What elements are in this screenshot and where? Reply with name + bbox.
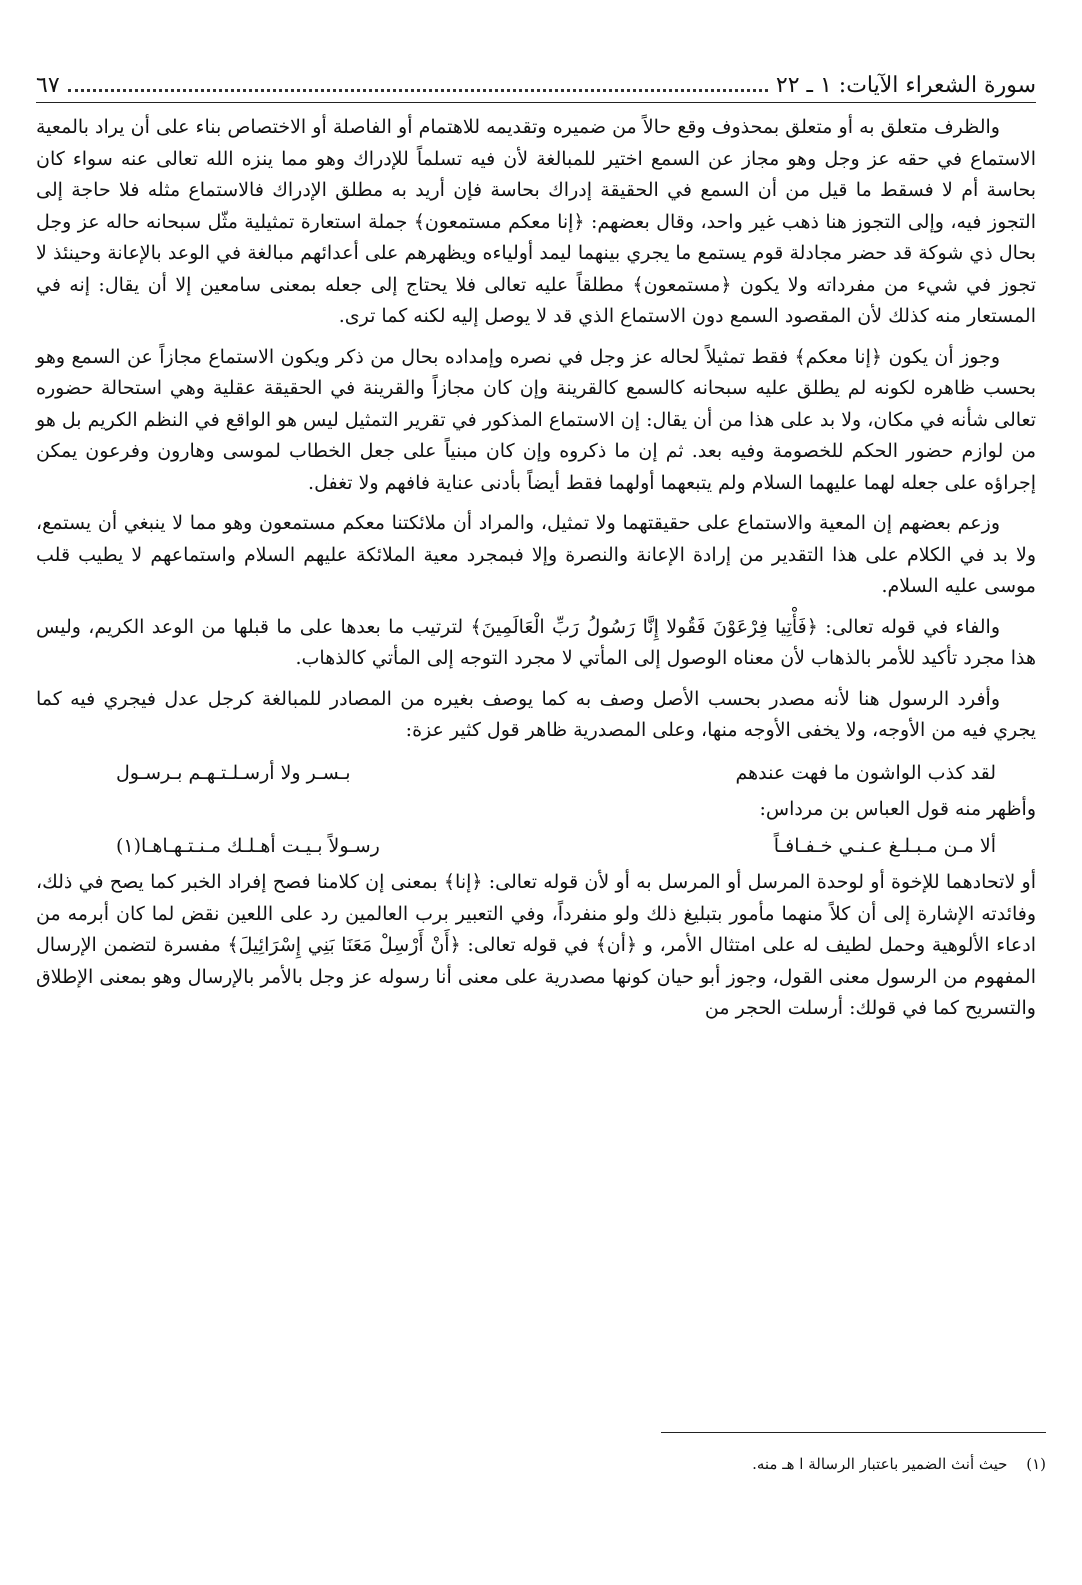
paragraph-final: أو لاتحادهما للإخوة أو لوحدة المرسل أو المرسل به أو لأن قوله تعالى: ﴿إنا﴾ بمعنى إن كلامنا فصح إفراد الخبر كما يصح في ذلك، وفائدته الإشارة إلى أن كلاً منهما مأمور بتبليغ ذلك ولو منفرداً، وفي التعبير برب العالمين رد على اللعين نقض لما كان أبرمه من ادعاء الألوهية وحمل لطيف له على امتثال الأمر، و ﴿أن﴾ في قوله تعالى: ﴿أَنْ أَرْسِلْ مَعَنَا بَنِي إِسْرَائِيلَ﴾ مفسرة لتضمن الإرسال المفهوم من الرسول معنى القول، وجوز أبو حيان كونها مصدرية على معنى أنا رسوله عز وجل بالأمر بالإرسال وهو بمعنى الإطلاق والتسريح كما في قولك: أرسلت الحجر من bbox=[36, 871, 1036, 1019]
poetry-verse-2 bbox=[36, 829, 1036, 863]
footnote-divider bbox=[661, 1432, 1046, 1433]
verse-2-second-hemistich: رسـولاً بـيـت أهـلـك مـنـتـهـاهـا(١) bbox=[116, 835, 380, 857]
paragraph-5: وأفرد الرسول هنا لأنه مصدر بحسب الأصل وصف به كما يوصف بغيره من المصادر للمبالغة كرجل عدل فيجري فيه كما يجري فيه من الأوجه، ولا يخفى الأوجه منها، وعلى المصدرية ظاهر قول كثير عزة: bbox=[36, 687, 1036, 741]
verse-1-second-hemistich: بـسـر ولا أرسـلـتـهـم بـرسـول bbox=[116, 761, 351, 784]
footnote bbox=[346, 1452, 1046, 1476]
paragraph-1: والظرف متعلق به أو متعلق بمحذوف وقع حالاً من ضميره وتقديمه للاهتمام أو الفاصلة أو الاختصاص بناء على أن يراد بالمعية الاستماع في حقه عز وجل وهو مجاز عن السمع اختير للمبالغة لأن فيه تسلماً للإدراك وهو مما ينزه الله تعالى عنه سواء كان بحاسة أم لا فسقط ما قيل من أن السمع في الحقيقة إدراك بحاسة فإن أريد به مطلق الإدراك فالاستماع مثله فلا حاجة إلى التجوز فيه، وإلى التجوز هنا ذهب غير واحد، وقال بعضهم: ﴿إنا معكم مستمعون﴾ جملة استعارة تمثيلية مثّل سبحانه حاله عز وجل بحال ذي شوكة قد حضر مجادلة قوم يستمع ما يجري بينهما ليمد أولياءه ويظهرهم على أعدائهم مبالغة في الوعد بالإعانة وحينئذ لا تجوز في شيء من مفرداته ولا يكون ﴿مستمعون﴾ مطلقاً عليه تعالى فلا يحتاج إلى جعله بمعنى سامعين إلا أن يقال: إنه في المستعار منه كذلك لأن المقصود السمع دون الاستماع الذي قد لا يوصل إليه لكنه كما ترى. bbox=[36, 116, 1036, 327]
page-number: ٦٧ bbox=[36, 73, 60, 98]
verse-2-first-hemistich: ألا مـن مـبـلـغ عـنـي خـفـافـاً bbox=[773, 835, 996, 857]
paragraph-4: والفاء في قوله تعالى: ﴿فَأْتِيا فِرْعَوْنَ فَقُولا إِنَّا رَسُولُ رَبِّ الْعَالَمِينَ﴾ لترتيب ما بعدها على ما قبلها من الوعد الكريم، وليس هذا مجرد تأكيد للأمر بالذهاب لأن معناه الوصول إلى المأتي لا مجرد التوجه إلى المأتي كالذهاب. bbox=[36, 615, 1036, 669]
header-title: سورة الشعراء الآيات: ١ ـ ٢٢ bbox=[775, 73, 1036, 98]
paragraph-3: وزعم بعضهم إن المعية والاستماع على حقيقتهما ولا تمثيل، والمراد أن ملائكتنا معكم مستمعون وهو مما لا ينبغي أن يستمع، ولا بد في الكلام على هذا التقدير من إرادة الإعانة والنصرة وإلا فبمجرد معية الملائكة عليهم السلام واستماعهم لا يطيب قلب موسى عليه السلام. bbox=[36, 512, 1036, 597]
paragraph-2: وجوز أن يكون ﴿إنا معكم﴾ فقط تمثيلاً لحاله عز وجل في نصره وإمداده بحال من ذكر ويكون الاستماع مجازاً عن السمع وهو بحسب ظاهره لكونه لم يطلق عليه سبحانه كالسمع كالقرينة وإن كان مجازاً والقرينة في الحقيقة عقلية وهي استحالة حضوره تعالى شأنه في مكان، ولا بد على هذا من أن يقال: إن الاستماع المذكور في تقرير التمثيل ليس هو الواقع في النظم الكريم بل هو من لوازم حضور الحكم للخصومة وفيه بعد. ثم إن ما ذكروه وإن كان مبنياً على جعل الخطاب لموسى وهارون وفرعون يمكن إجراؤه على جعله لهما عليهما السلام ولم يتبعهما أولهما فقط أيضاً بأدنى عناية فافهم ولا تغفل. bbox=[36, 345, 1036, 494]
header-dot-leader bbox=[68, 89, 768, 92]
verse-intro: وأظهر منه قول العباس بن مرداس: bbox=[759, 797, 1036, 820]
footnote-text: حيث أنث الضمير باعتبار الرسالة ا هـ منه. bbox=[752, 1455, 1008, 1473]
verse-1-first-hemistich: لقد كذب الواشون ما فهت عندهم bbox=[735, 761, 996, 784]
poetry-verse-1 bbox=[36, 756, 1036, 790]
main-text bbox=[36, 112, 1036, 1034]
running-header bbox=[36, 62, 1036, 103]
footnote-number: (١) bbox=[1026, 1455, 1046, 1473]
